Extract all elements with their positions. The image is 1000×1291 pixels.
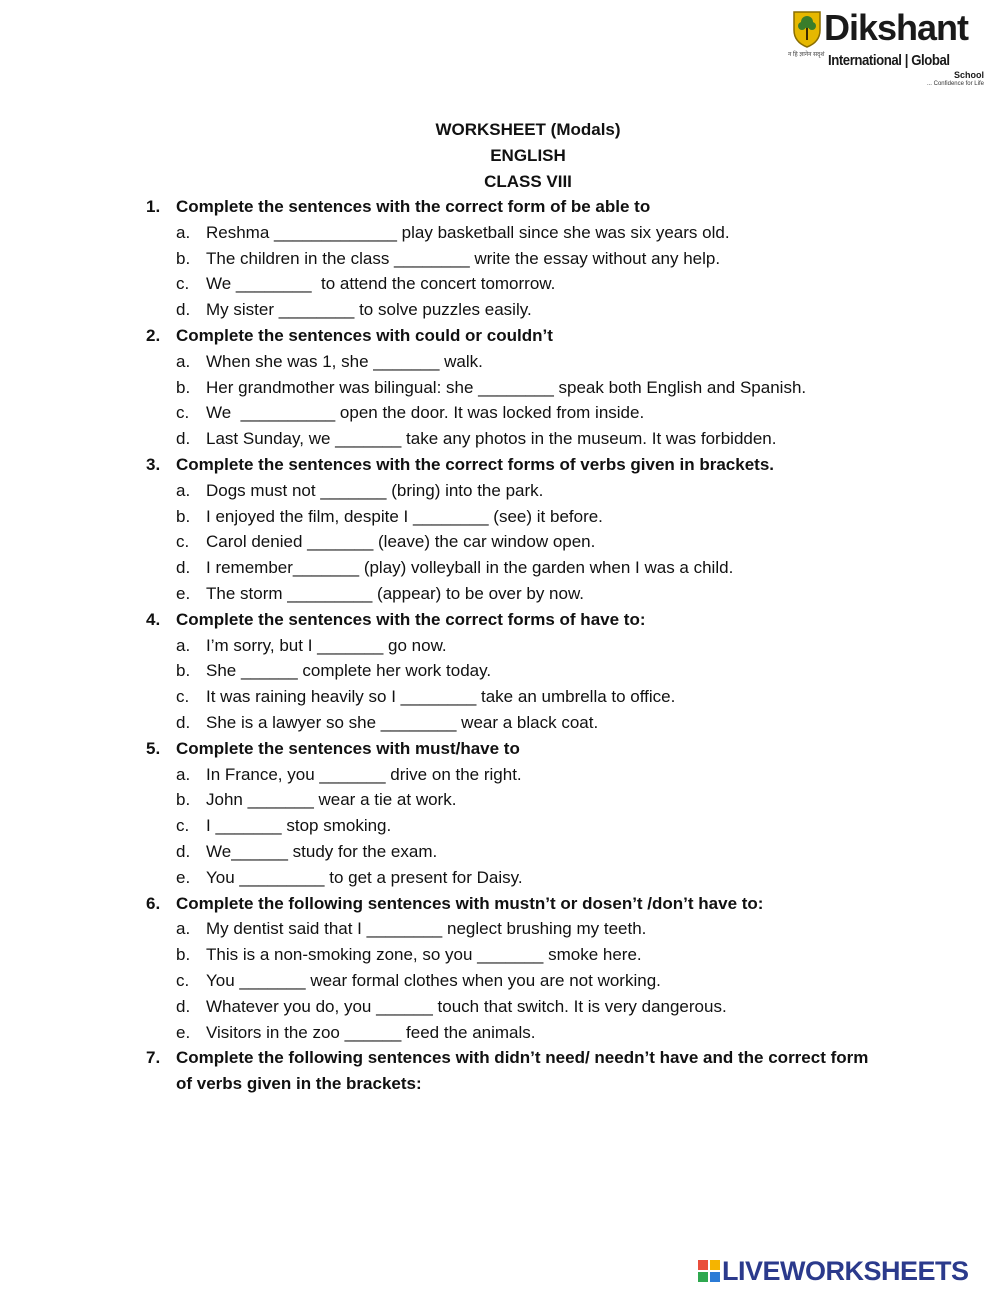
liveworksheets-brand: LIVEWORKSHEETS	[722, 1256, 969, 1286]
item-letter: b.	[176, 661, 191, 681]
question-item	[0, 271, 1000, 297]
question-item	[0, 375, 1000, 401]
item-sentence: Last Sunday, we _______ take any photos in the museum. It was forbidden.	[206, 429, 777, 449]
item-letter: d.	[176, 300, 191, 320]
question-item	[0, 297, 1000, 323]
question-item	[0, 1020, 1000, 1046]
question-item	[0, 581, 1000, 607]
item-sentence: In France, you _______ drive on the right.	[206, 764, 522, 784]
item-sentence: I _______ stop smoking.	[206, 816, 392, 836]
question-item	[0, 787, 1000, 813]
question-item	[0, 504, 1000, 530]
item-sentence: It was raining heavily so I ________ take an umbrella to office.	[206, 687, 676, 707]
question-instruction: Complete the sentences with must/have to	[176, 738, 520, 758]
question-item	[0, 658, 1000, 684]
item-letter: e.	[176, 583, 191, 603]
item-letter: b.	[176, 790, 191, 810]
question-item	[0, 684, 1000, 710]
item-sentence: We __________ open the door. It was locked from inside.	[206, 403, 645, 423]
item-sentence: Carol denied _______ (leave) the car window open.	[206, 532, 596, 552]
question-item	[0, 426, 1000, 452]
question-instruction: Complete the sentences with the correct form of be able to	[176, 197, 651, 216]
item-letter: c.	[176, 274, 190, 294]
item-letter: a.	[176, 764, 191, 784]
item-letter: d.	[176, 429, 191, 449]
worksheet-subject: ENGLISH	[490, 146, 566, 165]
item-sentence: You _________ to get a present for Daisy.	[206, 867, 523, 887]
item-sentence: She ______ complete her work today.	[206, 661, 492, 681]
logo-hindi-tag: न हि ज्ञानेन सदृशं	[788, 52, 825, 58]
item-sentence: Dogs must not _______ (bring) into the park.	[206, 480, 544, 500]
item-letter: e.	[176, 1022, 191, 1042]
question-number: 7.	[146, 1048, 161, 1068]
item-letter: b.	[176, 506, 191, 526]
item-letter: a.	[176, 222, 191, 242]
question-3	[0, 452, 1000, 607]
item-sentence: This is a non-smoking zone, so you _______ smoke here.	[206, 945, 642, 965]
item-sentence: We ________ to attend the concert tomorrow.	[206, 274, 556, 294]
question-heading	[0, 452, 1000, 478]
item-letter: b.	[176, 945, 191, 965]
question-heading	[0, 736, 1000, 762]
item-letter: c.	[176, 532, 190, 552]
item-sentence: The storm _________ (appear) to be over by now.	[206, 583, 585, 603]
question-item	[0, 246, 1000, 272]
item-letter: a.	[176, 351, 191, 371]
question-number: 5.	[146, 738, 161, 758]
question-instruction: Complete the following sentences with mustn’t or dosen’t /don’t have to:	[176, 893, 764, 913]
question-number: 6.	[146, 893, 161, 913]
question-1	[0, 194, 1000, 323]
item-letter: d.	[176, 841, 191, 861]
item-letter: a.	[176, 480, 191, 500]
item-sentence: She is a lawyer so she ________ wear a black coat.	[206, 712, 599, 732]
item-sentence: We______ study for the exam.	[206, 841, 438, 861]
question-item	[0, 762, 1000, 788]
question-item	[0, 478, 1000, 504]
question-4	[0, 607, 1000, 736]
question-instruction: Complete the sentences with the correct forms of verbs given in brackets.	[176, 454, 775, 474]
question-item	[0, 865, 1000, 891]
question-7	[0, 1045, 1000, 1097]
question-heading	[0, 1045, 1000, 1097]
logo-brand: Dikshant	[824, 7, 969, 48]
worksheet-class: CLASS VIII	[484, 172, 572, 191]
item-sentence: Visitors in the zoo ______ feed the animals.	[206, 1022, 536, 1042]
item-letter: a.	[176, 919, 191, 939]
item-sentence: I’m sorry, but I _______ go now.	[206, 635, 447, 655]
question-instruction: Complete the following sentences with didn’t need/ needn’t have and the correct form of verbs given in the brackets:	[176, 1048, 869, 1094]
item-sentence: I enjoyed the film, despite I ________ (see) it before.	[206, 506, 603, 526]
item-sentence: My dentist said that I ________ neglect brushing my teeth.	[206, 919, 647, 939]
item-sentence: Whatever you do, you ______ touch that switch. It is very dangerous.	[206, 996, 727, 1016]
item-letter: c.	[176, 816, 190, 836]
question-heading	[0, 194, 1000, 220]
item-sentence: When she was 1, she _______ walk.	[206, 351, 483, 371]
question-item	[0, 529, 1000, 555]
questions-list	[0, 194, 1000, 1097]
question-item	[0, 710, 1000, 736]
question-number: 1.	[146, 197, 161, 216]
question-item	[0, 839, 1000, 865]
liveworksheets-footer	[696, 1254, 996, 1288]
logo-tagline: ... Confidence for Life	[926, 81, 984, 87]
item-sentence: Her grandmother was bilingual: she ________ speak both English and Spanish.	[206, 377, 807, 397]
question-item	[0, 400, 1000, 426]
item-letter: b.	[176, 248, 191, 268]
question-instruction: Complete the sentences with the correct forms of have to:	[176, 609, 646, 629]
item-letter: e.	[176, 867, 191, 887]
item-letter: c.	[176, 687, 190, 707]
item-sentence: My sister ________ to solve puzzles easily.	[206, 300, 532, 320]
logo-subtitle: International | Global	[828, 52, 950, 69]
question-2	[0, 323, 1000, 452]
question-heading	[0, 323, 1000, 349]
item-letter: a.	[176, 635, 191, 655]
question-item	[0, 349, 1000, 375]
question-heading	[0, 891, 1000, 917]
item-sentence: John _______ wear a tie at work.	[206, 790, 457, 810]
question-item	[0, 555, 1000, 581]
school-logo	[786, 6, 990, 90]
question-item	[0, 813, 1000, 839]
question-item	[0, 968, 1000, 994]
question-5	[0, 736, 1000, 891]
question-item	[0, 916, 1000, 942]
question-item	[0, 942, 1000, 968]
question-number: 2.	[146, 325, 161, 345]
item-letter: c.	[176, 403, 190, 423]
liveworksheets-icon	[698, 1260, 720, 1282]
item-letter: d.	[176, 712, 191, 732]
question-number: 3.	[146, 454, 161, 474]
item-sentence: The children in the class ________ write the essay without any help.	[206, 248, 721, 268]
question-item	[0, 220, 1000, 246]
item-sentence: I remember_______ (play) volleyball in the garden when I was a child.	[206, 558, 734, 578]
worksheet-title: WORKSHEET (Modals)	[435, 120, 621, 139]
question-item	[0, 633, 1000, 659]
question-number: 4.	[146, 609, 161, 629]
item-sentence: You _______ wear formal clothes when you are not working.	[206, 970, 661, 990]
question-heading	[0, 607, 1000, 633]
item-letter: b.	[176, 377, 191, 397]
question-6	[0, 891, 1000, 1046]
item-sentence: Reshma _____________ play basketball since she was six years old.	[206, 222, 730, 242]
question-item	[0, 994, 1000, 1020]
shield-icon	[792, 10, 822, 48]
question-instruction: Complete the sentences with could or couldn’t	[176, 325, 553, 345]
item-letter: d.	[176, 996, 191, 1016]
item-letter: d.	[176, 558, 191, 578]
item-letter: c.	[176, 970, 190, 990]
logo-school: School	[953, 70, 984, 80]
